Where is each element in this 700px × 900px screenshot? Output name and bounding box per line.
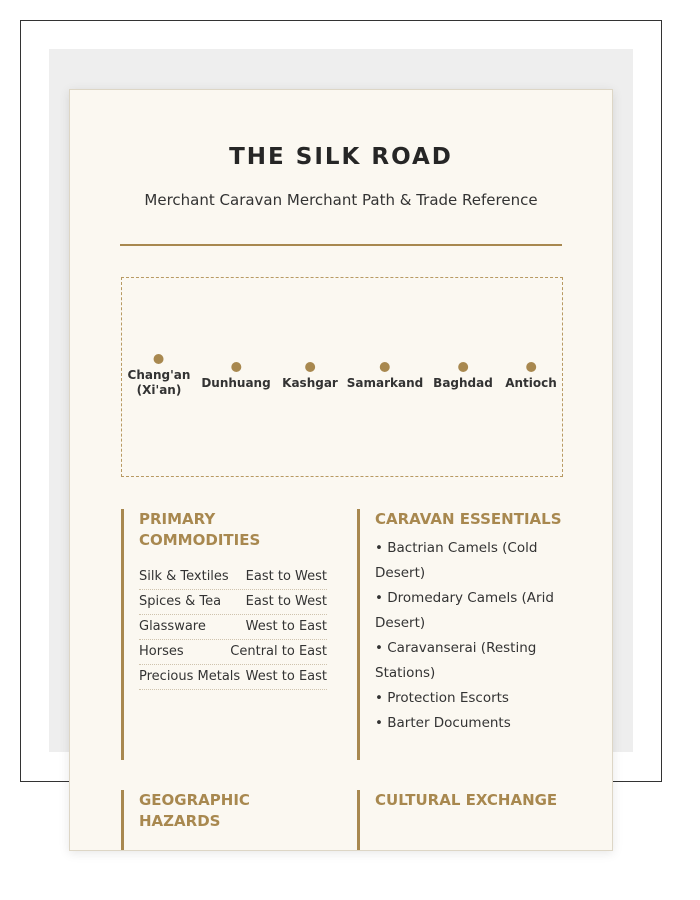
list-item: • Bactrian Camels (Cold Desert) bbox=[375, 540, 538, 581]
page-subtitle: Merchant Caravan Merchant Path & Trade Reference bbox=[144, 191, 538, 209]
page-title: THE SILK ROAD bbox=[229, 144, 453, 170]
exchange-section bbox=[357, 790, 563, 850]
commodity-name: Precious Metals bbox=[139, 669, 241, 684]
reference-card bbox=[69, 89, 613, 851]
commodities-title: PRIMARY COMMODITIES bbox=[139, 510, 261, 549]
commodity-name: Glassware bbox=[139, 619, 206, 634]
route-dot-icon bbox=[526, 362, 536, 372]
commodity-name: Silk & Textiles bbox=[139, 569, 229, 584]
list-item: • Caravanserai (Resting Stations) bbox=[375, 640, 537, 681]
list-item: • Dromedary Camels (Arid Desert) bbox=[375, 590, 554, 631]
title-divider bbox=[120, 244, 562, 246]
route-stop bbox=[128, 354, 191, 398]
commodity-name: Horses bbox=[139, 644, 184, 659]
commodity-direction: West to East bbox=[245, 669, 327, 684]
route-stop bbox=[282, 362, 338, 391]
route-stop-label: Baghdad bbox=[433, 376, 493, 390]
commodity-direction: Central to East bbox=[230, 644, 327, 659]
route-stop bbox=[347, 362, 423, 391]
hazards-title: GEOGRAPHIC HAZARDS bbox=[139, 791, 250, 830]
route-stop-label: Chang'an (Xi'an) bbox=[127, 368, 191, 397]
route-stop-label: Samarkand bbox=[346, 376, 424, 390]
exchange-title: CULTURAL EXCHANGE bbox=[375, 791, 558, 809]
list-item: • Protection Escorts bbox=[375, 690, 509, 706]
route-map bbox=[121, 277, 563, 477]
essentials-section bbox=[357, 509, 563, 760]
route-dot-icon bbox=[305, 362, 315, 372]
route-stop-label: Kashgar bbox=[282, 376, 338, 390]
route-dot-icon bbox=[154, 354, 164, 364]
commodity-direction: West to East bbox=[245, 619, 327, 634]
table-row bbox=[139, 615, 327, 640]
hazards-section bbox=[121, 790, 327, 850]
route-dot-icon bbox=[231, 362, 241, 372]
commodity-direction: East to West bbox=[245, 594, 327, 609]
route-dot-icon bbox=[380, 362, 390, 372]
route-stop bbox=[505, 362, 557, 391]
commodity-name: Spices & Tea bbox=[139, 594, 222, 609]
list-item: • Barter Documents bbox=[375, 715, 511, 731]
commodities-section bbox=[121, 509, 327, 760]
route-stop bbox=[201, 362, 270, 391]
table-row bbox=[139, 565, 327, 590]
commodity-direction: East to West bbox=[245, 569, 327, 584]
table-row bbox=[139, 665, 327, 690]
route-dot-icon bbox=[458, 362, 468, 372]
table-row bbox=[139, 590, 327, 615]
essentials-title: CARAVAN ESSENTIALS bbox=[375, 510, 562, 528]
table-row bbox=[139, 640, 327, 665]
route-stop-label: Antioch bbox=[505, 376, 557, 390]
route-stop-label: Dunhuang bbox=[201, 376, 271, 390]
route-stop bbox=[433, 362, 493, 391]
